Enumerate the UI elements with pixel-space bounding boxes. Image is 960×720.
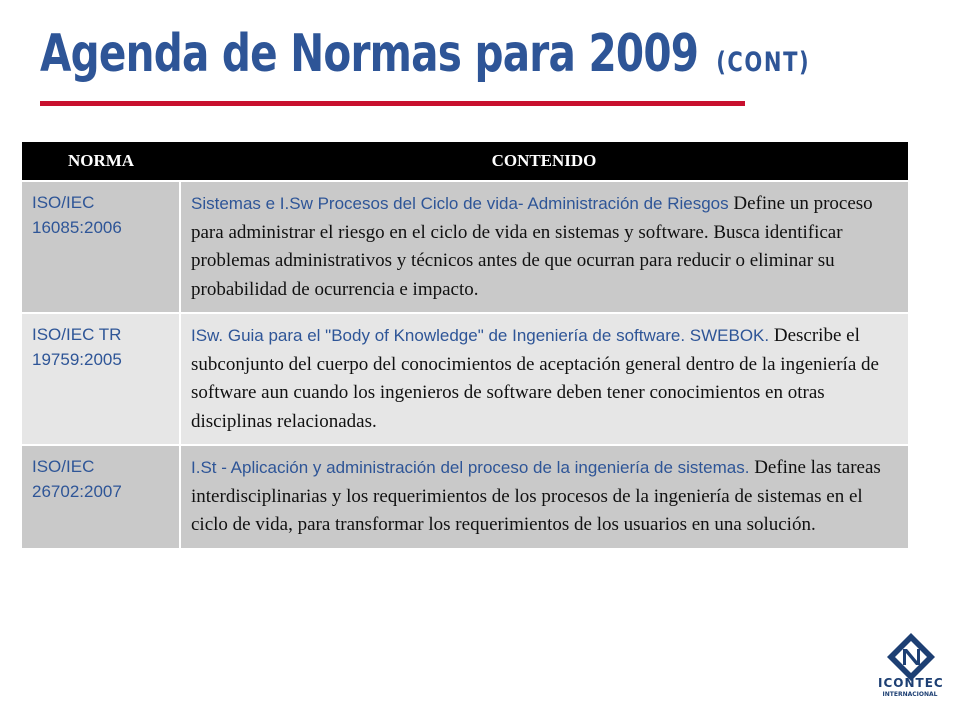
content-description: Define las tareas interdisciplinarias y los requerimientos de los procesos de la ingeniería de sistemas en el ciclo de vida, para transformar los requerimientos de los usuarios en una solución.: [191, 457, 881, 535]
content-cell: [180, 445, 908, 548]
norma-cell: ISO/IEC 16085:2006: [22, 181, 180, 313]
title-underline: [40, 101, 745, 106]
icontec-logo: [878, 632, 942, 712]
slide-title: [40, 14, 810, 103]
norma-cell: ISO/IEC TR 19759:2005: [22, 313, 180, 445]
table-row: [22, 313, 908, 445]
table-row: [22, 445, 908, 548]
content-subject: ISw. Guia para el "Body of Knowledge" de Ingeniería de software. SWEBOK.: [191, 326, 770, 345]
icontec-logo-icon: [886, 632, 936, 682]
content-cell: [180, 181, 908, 313]
table-row: [22, 181, 908, 313]
norms-table: [22, 142, 908, 548]
slide-title-main: Agenda de Normas para 2009: [40, 24, 699, 84]
norma-cell: ISO/IEC 26702:2007: [22, 445, 180, 548]
logo-subtitle: INTERNACIONAL: [882, 691, 938, 698]
table-header-row: [22, 142, 908, 181]
header-norma: NORMA: [22, 142, 180, 181]
content-subject: I.St - Aplicación y administración del proceso de la ingeniería de sistemas.: [191, 458, 750, 477]
content-description: Define un proceso para administrar el riesgo en el ciclo de vida en sistemas y software. Busca identificar problemas administrativos y técnicos antes de que ocurran para reducir o eliminar su probabilidad de ocurrencia e impacto.: [191, 193, 873, 300]
slide-title-suffix: (CONT): [716, 47, 811, 78]
header-contenido: CONTENIDO: [180, 142, 908, 181]
content-subject: Sistemas e I.Sw Procesos del Ciclo de vida- Administración de Riesgos: [191, 194, 729, 213]
content-description: Describe el subconjunto del cuerpo del conocimientos de aceptación general dentro de la ingeniería de software aun cuando los ingenieros de software deben tener conocimientos en otras disciplinas relacionadas.: [191, 325, 879, 432]
content-cell: [180, 313, 908, 445]
logo-name: ICONTEC: [878, 676, 944, 690]
